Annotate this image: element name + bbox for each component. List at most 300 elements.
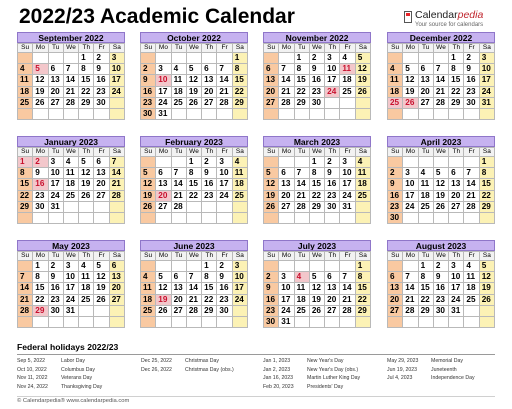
day-cell[interactable]: 26: [187, 98, 202, 109]
day-cell[interactable]: 6: [156, 168, 171, 179]
day-cell[interactable]: 13: [156, 179, 171, 190]
day-cell[interactable]: 12: [356, 64, 371, 75]
day-cell[interactable]: 2: [49, 261, 64, 272]
day-cell[interactable]: 11: [18, 75, 33, 86]
day-cell[interactable]: 9: [202, 168, 217, 179]
day-cell[interactable]: 24: [233, 295, 248, 306]
day-cell[interactable]: 19: [187, 87, 202, 98]
day-cell[interactable]: 20: [94, 179, 109, 190]
day-cell[interactable]: 28: [64, 98, 79, 109]
day-cell[interactable]: 30: [33, 202, 48, 213]
day-cell[interactable]: 9: [33, 168, 48, 179]
day-cell[interactable]: 8: [419, 272, 434, 283]
day-cell[interactable]: 26: [434, 202, 449, 213]
day-cell[interactable]: 15: [310, 179, 325, 190]
day-cell[interactable]: 27: [388, 306, 403, 317]
day-cell[interactable]: 26: [94, 295, 109, 306]
day-cell[interactable]: 29: [480, 202, 495, 213]
day-cell[interactable]: 3: [480, 53, 495, 64]
day-cell[interactable]: 21: [464, 191, 479, 202]
day-cell[interactable]: 1: [187, 157, 202, 168]
day-cell[interactable]: 31: [480, 98, 495, 109]
day-cell[interactable]: 11: [172, 75, 187, 86]
day-cell[interactable]: 19: [79, 179, 94, 190]
day-cell[interactable]: 9: [94, 64, 109, 75]
day-cell[interactable]: 10: [217, 168, 232, 179]
day-cell[interactable]: 11: [295, 283, 310, 294]
day-cell[interactable]: 28: [18, 306, 33, 317]
day-cell[interactable]: 11: [388, 75, 403, 86]
day-cell[interactable]: 23: [434, 295, 449, 306]
day-cell[interactable]: 16: [325, 179, 340, 190]
day-cell[interactable]: 10: [403, 179, 418, 190]
day-cell[interactable]: 27: [449, 202, 464, 213]
day-cell[interactable]: 24: [217, 191, 232, 202]
day-cell[interactable]: 8: [449, 64, 464, 75]
day-cell[interactable]: 13: [388, 283, 403, 294]
day-cell[interactable]: 5: [156, 272, 171, 283]
day-cell[interactable]: 20: [172, 295, 187, 306]
day-cell[interactable]: 1: [79, 53, 94, 64]
day-cell[interactable]: 12: [310, 283, 325, 294]
day-cell[interactable]: 23: [464, 87, 479, 98]
day-cell[interactable]: 29: [33, 306, 48, 317]
day-cell[interactable]: 9: [49, 272, 64, 283]
day-cell[interactable]: 23: [141, 98, 156, 109]
day-cell[interactable]: 2: [217, 261, 232, 272]
day-cell[interactable]: 24: [403, 202, 418, 213]
day-cell[interactable]: 10: [64, 272, 79, 283]
day-cell[interactable]: 30: [94, 98, 109, 109]
day-cell[interactable]: 7: [172, 168, 187, 179]
day-cell[interactable]: 16: [141, 87, 156, 98]
day-cell[interactable]: 23: [33, 191, 48, 202]
day-cell[interactable]: 30: [49, 306, 64, 317]
day-cell[interactable]: 6: [49, 64, 64, 75]
day-cell[interactable]: 24: [325, 87, 340, 98]
day-cell[interactable]: 5: [187, 64, 202, 75]
day-cell[interactable]: 4: [295, 272, 310, 283]
day-cell[interactable]: 25: [64, 191, 79, 202]
day-cell[interactable]: 31: [279, 317, 294, 328]
day-cell[interactable]: 30: [310, 98, 325, 109]
day-cell[interactable]: 5: [141, 168, 156, 179]
day-cell[interactable]: 27: [264, 98, 279, 109]
day-cell[interactable]: 6: [279, 168, 294, 179]
day-cell[interactable]: 3: [403, 168, 418, 179]
day-cell[interactable]: 30: [464, 98, 479, 109]
day-cell[interactable]: 20: [110, 283, 125, 294]
day-cell[interactable]: 12: [33, 75, 48, 86]
day-cell[interactable]: 7: [18, 272, 33, 283]
day-cell[interactable]: 28: [434, 98, 449, 109]
day-cell[interactable]: 7: [217, 64, 232, 75]
day-cell[interactable]: 17: [279, 295, 294, 306]
day-cell[interactable]: 16: [434, 283, 449, 294]
day-cell[interactable]: 27: [94, 191, 109, 202]
day-cell[interactable]: 19: [434, 191, 449, 202]
day-cell[interactable]: 5: [79, 157, 94, 168]
day-cell[interactable]: 23: [49, 295, 64, 306]
day-cell[interactable]: 30: [264, 317, 279, 328]
day-cell[interactable]: 23: [310, 87, 325, 98]
day-cell[interactable]: 13: [172, 283, 187, 294]
day-cell[interactable]: 29: [419, 306, 434, 317]
day-cell[interactable]: 4: [356, 157, 371, 168]
day-cell[interactable]: 13: [449, 179, 464, 190]
day-cell[interactable]: 20: [388, 295, 403, 306]
day-cell[interactable]: 16: [264, 295, 279, 306]
day-cell[interactable]: 6: [264, 64, 279, 75]
day-cell[interactable]: 24: [449, 295, 464, 306]
day-cell[interactable]: 1: [18, 157, 33, 168]
day-cell[interactable]: 26: [480, 295, 495, 306]
day-cell[interactable]: 20: [325, 295, 340, 306]
day-cell[interactable]: 26: [33, 98, 48, 109]
day-cell[interactable]: 27: [419, 98, 434, 109]
day-cell[interactable]: 12: [434, 179, 449, 190]
day-cell[interactable]: 11: [356, 168, 371, 179]
day-cell[interactable]: 5: [356, 53, 371, 64]
day-cell[interactable]: 25: [356, 191, 371, 202]
day-cell[interactable]: 2: [388, 168, 403, 179]
day-cell[interactable]: 29: [233, 98, 248, 109]
day-cell[interactable]: 24: [64, 295, 79, 306]
day-cell[interactable]: 5: [403, 64, 418, 75]
day-cell[interactable]: 23: [94, 87, 109, 98]
day-cell[interactable]: 18: [295, 295, 310, 306]
day-cell[interactable]: 26: [141, 202, 156, 213]
day-cell[interactable]: 2: [141, 64, 156, 75]
day-cell[interactable]: 16: [33, 179, 48, 190]
day-cell[interactable]: 19: [156, 295, 171, 306]
day-cell[interactable]: 8: [79, 64, 94, 75]
day-cell[interactable]: 10: [156, 75, 171, 86]
day-cell[interactable]: 31: [64, 306, 79, 317]
day-cell[interactable]: 4: [340, 53, 355, 64]
day-cell[interactable]: 5: [480, 261, 495, 272]
day-cell[interactable]: 28: [279, 98, 294, 109]
day-cell[interactable]: 28: [295, 202, 310, 213]
day-cell[interactable]: 17: [325, 75, 340, 86]
day-cell[interactable]: 21: [434, 87, 449, 98]
day-cell[interactable]: 7: [110, 157, 125, 168]
day-cell[interactable]: 13: [94, 168, 109, 179]
day-cell[interactable]: 18: [419, 191, 434, 202]
day-cell[interactable]: 5: [94, 261, 109, 272]
day-cell[interactable]: 28: [187, 306, 202, 317]
day-cell[interactable]: 25: [172, 98, 187, 109]
day-cell[interactable]: 4: [64, 157, 79, 168]
day-cell[interactable]: 4: [172, 64, 187, 75]
day-cell[interactable]: 12: [156, 283, 171, 294]
day-cell[interactable]: 4: [464, 261, 479, 272]
day-cell[interactable]: 13: [264, 75, 279, 86]
day-cell[interactable]: 2: [264, 272, 279, 283]
day-cell[interactable]: 18: [141, 295, 156, 306]
day-cell[interactable]: 21: [64, 87, 79, 98]
day-cell[interactable]: 23: [202, 191, 217, 202]
day-cell[interactable]: 2: [202, 157, 217, 168]
day-cell[interactable]: 9: [325, 168, 340, 179]
day-cell[interactable]: 7: [64, 64, 79, 75]
day-cell[interactable]: 17: [403, 191, 418, 202]
day-cell[interactable]: 31: [49, 202, 64, 213]
day-cell[interactable]: 18: [233, 179, 248, 190]
day-cell[interactable]: 29: [79, 98, 94, 109]
day-cell[interactable]: 27: [202, 98, 217, 109]
day-cell[interactable]: 26: [310, 306, 325, 317]
day-cell[interactable]: 25: [464, 295, 479, 306]
day-cell[interactable]: 21: [340, 295, 355, 306]
day-cell[interactable]: 26: [403, 98, 418, 109]
day-cell[interactable]: 17: [217, 179, 232, 190]
day-cell[interactable]: 24: [340, 191, 355, 202]
day-cell[interactable]: 6: [449, 168, 464, 179]
day-cell[interactable]: 12: [79, 168, 94, 179]
day-cell[interactable]: 12: [403, 75, 418, 86]
day-cell[interactable]: 3: [325, 53, 340, 64]
day-cell[interactable]: 10: [279, 283, 294, 294]
day-cell[interactable]: 1: [202, 261, 217, 272]
day-cell[interactable]: 11: [464, 272, 479, 283]
day-cell[interactable]: 30: [388, 213, 403, 224]
day-cell[interactable]: 25: [233, 191, 248, 202]
day-cell[interactable]: 12: [141, 179, 156, 190]
day-cell[interactable]: 16: [310, 75, 325, 86]
day-cell[interactable]: 8: [480, 168, 495, 179]
day-cell[interactable]: 7: [279, 64, 294, 75]
day-cell[interactable]: 3: [340, 157, 355, 168]
day-cell[interactable]: 3: [156, 64, 171, 75]
day-cell[interactable]: 20: [202, 87, 217, 98]
day-cell[interactable]: 24: [480, 87, 495, 98]
day-cell[interactable]: 6: [419, 64, 434, 75]
day-cell[interactable]: 3: [279, 272, 294, 283]
day-cell[interactable]: 14: [295, 179, 310, 190]
day-cell[interactable]: 18: [18, 87, 33, 98]
day-cell[interactable]: 25: [18, 98, 33, 109]
day-cell[interactable]: 9: [141, 75, 156, 86]
day-cell[interactable]: 14: [464, 179, 479, 190]
day-cell[interactable]: 11: [233, 168, 248, 179]
day-cell[interactable]: 8: [233, 64, 248, 75]
day-cell[interactable]: 14: [434, 75, 449, 86]
day-cell[interactable]: 17: [49, 179, 64, 190]
day-cell[interactable]: 21: [18, 295, 33, 306]
day-cell[interactable]: 19: [310, 295, 325, 306]
day-cell[interactable]: 8: [310, 168, 325, 179]
day-cell[interactable]: 15: [187, 179, 202, 190]
day-cell[interactable]: 15: [480, 179, 495, 190]
day-cell[interactable]: 8: [18, 168, 33, 179]
day-cell[interactable]: 4: [79, 261, 94, 272]
day-cell[interactable]: 29: [449, 98, 464, 109]
day-cell[interactable]: 20: [49, 87, 64, 98]
day-cell[interactable]: 1: [449, 53, 464, 64]
day-cell[interactable]: 25: [388, 98, 403, 109]
day-cell[interactable]: 27: [156, 202, 171, 213]
day-cell[interactable]: 22: [79, 87, 94, 98]
day-cell[interactable]: 17: [233, 283, 248, 294]
day-cell[interactable]: 10: [449, 272, 464, 283]
day-cell[interactable]: 16: [388, 191, 403, 202]
day-cell[interactable]: 25: [419, 202, 434, 213]
day-cell[interactable]: 14: [217, 75, 232, 86]
day-cell[interactable]: 1: [33, 261, 48, 272]
day-cell[interactable]: 8: [33, 272, 48, 283]
day-cell[interactable]: 4: [141, 272, 156, 283]
day-cell[interactable]: 27: [325, 306, 340, 317]
day-cell[interactable]: 22: [356, 295, 371, 306]
day-cell[interactable]: 31: [449, 306, 464, 317]
day-cell[interactable]: 20: [419, 87, 434, 98]
day-cell[interactable]: 7: [464, 168, 479, 179]
day-cell[interactable]: 16: [217, 283, 232, 294]
day-cell[interactable]: 13: [202, 75, 217, 86]
day-cell[interactable]: 7: [340, 272, 355, 283]
day-cell[interactable]: 14: [110, 168, 125, 179]
day-cell[interactable]: 15: [449, 75, 464, 86]
day-cell[interactable]: 12: [187, 75, 202, 86]
day-cell[interactable]: 5: [434, 168, 449, 179]
day-cell[interactable]: 4: [233, 157, 248, 168]
day-cell[interactable]: 19: [480, 283, 495, 294]
day-cell[interactable]: 18: [79, 283, 94, 294]
day-cell[interactable]: 14: [279, 75, 294, 86]
day-cell[interactable]: 9: [217, 272, 232, 283]
day-cell[interactable]: 6: [388, 272, 403, 283]
day-cell[interactable]: 29: [18, 202, 33, 213]
day-cell[interactable]: 7: [403, 272, 418, 283]
day-cell[interactable]: 15: [18, 179, 33, 190]
day-cell[interactable]: 21: [110, 179, 125, 190]
day-cell[interactable]: 11: [141, 283, 156, 294]
day-cell[interactable]: 15: [202, 283, 217, 294]
day-cell[interactable]: 31: [156, 109, 171, 120]
day-cell[interactable]: 10: [340, 168, 355, 179]
day-cell[interactable]: 23: [264, 306, 279, 317]
day-cell[interactable]: 17: [64, 283, 79, 294]
day-cell[interactable]: 19: [141, 191, 156, 202]
day-cell[interactable]: 30: [434, 306, 449, 317]
day-cell[interactable]: 27: [49, 98, 64, 109]
day-cell[interactable]: 22: [187, 191, 202, 202]
day-cell[interactable]: 15: [33, 283, 48, 294]
day-cell[interactable]: 6: [94, 157, 109, 168]
day-cell[interactable]: 11: [79, 272, 94, 283]
day-cell[interactable]: 24: [49, 191, 64, 202]
day-cell[interactable]: 16: [202, 179, 217, 190]
day-cell[interactable]: 10: [325, 64, 340, 75]
day-cell[interactable]: 5: [264, 168, 279, 179]
day-cell[interactable]: 13: [419, 75, 434, 86]
day-cell[interactable]: 17: [340, 179, 355, 190]
day-cell[interactable]: 25: [141, 306, 156, 317]
day-cell[interactable]: 8: [187, 168, 202, 179]
day-cell[interactable]: 17: [156, 87, 171, 98]
day-cell[interactable]: 21: [403, 295, 418, 306]
day-cell[interactable]: 26: [356, 87, 371, 98]
day-cell[interactable]: 22: [233, 87, 248, 98]
day-cell[interactable]: 31: [340, 202, 355, 213]
day-cell[interactable]: 26: [79, 191, 94, 202]
day-cell[interactable]: 6: [202, 64, 217, 75]
day-cell[interactable]: 25: [295, 306, 310, 317]
day-cell[interactable]: 8: [356, 272, 371, 283]
day-cell[interactable]: 26: [156, 306, 171, 317]
day-cell[interactable]: 24: [279, 306, 294, 317]
day-cell[interactable]: 10: [49, 168, 64, 179]
day-cell[interactable]: 13: [49, 75, 64, 86]
day-cell[interactable]: 2: [33, 157, 48, 168]
day-cell[interactable]: 15: [295, 75, 310, 86]
day-cell[interactable]: 13: [110, 272, 125, 283]
day-cell[interactable]: 18: [388, 87, 403, 98]
day-cell[interactable]: 12: [264, 179, 279, 190]
day-cell[interactable]: 21: [279, 87, 294, 98]
day-cell[interactable]: 22: [33, 295, 48, 306]
day-cell[interactable]: 4: [419, 168, 434, 179]
day-cell[interactable]: 22: [449, 87, 464, 98]
day-cell[interactable]: 6: [172, 272, 187, 283]
day-cell[interactable]: 11: [419, 179, 434, 190]
day-cell[interactable]: 17: [480, 75, 495, 86]
day-cell[interactable]: 18: [464, 283, 479, 294]
day-cell[interactable]: 14: [64, 75, 79, 86]
day-cell[interactable]: 10: [233, 272, 248, 283]
day-cell[interactable]: 9: [388, 179, 403, 190]
day-cell[interactable]: 29: [310, 202, 325, 213]
day-cell[interactable]: 30: [141, 109, 156, 120]
day-cell[interactable]: 20: [279, 191, 294, 202]
day-cell[interactable]: 2: [434, 261, 449, 272]
day-cell[interactable]: 13: [279, 179, 294, 190]
day-cell[interactable]: 1: [295, 53, 310, 64]
day-cell[interactable]: 19: [264, 191, 279, 202]
day-cell[interactable]: 3: [233, 261, 248, 272]
day-cell[interactable]: 19: [94, 283, 109, 294]
day-cell[interactable]: 19: [33, 87, 48, 98]
day-cell[interactable]: 22: [295, 87, 310, 98]
day-cell[interactable]: 5: [310, 272, 325, 283]
day-cell[interactable]: 19: [356, 75, 371, 86]
day-cell[interactable]: 1: [419, 261, 434, 272]
day-cell[interactable]: 2: [310, 53, 325, 64]
day-cell[interactable]: 14: [403, 283, 418, 294]
day-cell[interactable]: 22: [480, 191, 495, 202]
day-cell[interactable]: 18: [64, 179, 79, 190]
day-cell[interactable]: 9: [310, 64, 325, 75]
day-cell[interactable]: 15: [419, 283, 434, 294]
day-cell[interactable]: 21: [187, 295, 202, 306]
day-cell[interactable]: 28: [340, 306, 355, 317]
day-cell[interactable]: 25: [79, 295, 94, 306]
day-cell[interactable]: 6: [110, 261, 125, 272]
day-cell[interactable]: 30: [217, 306, 232, 317]
day-cell[interactable]: 10: [480, 64, 495, 75]
day-cell[interactable]: 28: [172, 202, 187, 213]
day-cell[interactable]: 24: [156, 98, 171, 109]
day-cell[interactable]: 2: [325, 157, 340, 168]
day-cell[interactable]: 12: [94, 272, 109, 283]
day-cell[interactable]: 3: [110, 53, 125, 64]
day-cell[interactable]: 14: [187, 283, 202, 294]
day-cell[interactable]: 18: [172, 87, 187, 98]
day-cell[interactable]: 2: [94, 53, 109, 64]
day-cell[interactable]: 27: [110, 295, 125, 306]
day-cell[interactable]: 25: [340, 87, 355, 98]
